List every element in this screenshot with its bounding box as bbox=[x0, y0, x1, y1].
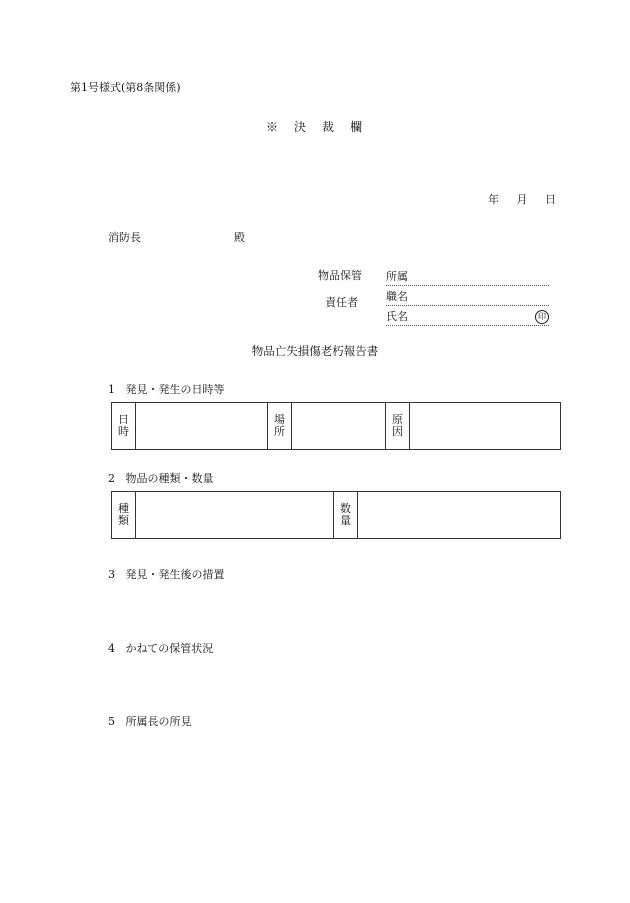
addressee-honorific: 殿 bbox=[234, 231, 245, 244]
quantity-label-cell: 数 量 bbox=[334, 492, 358, 539]
report-title: 物品亡失損傷老朽報告書 bbox=[251, 344, 379, 358]
name-field[interactable] bbox=[386, 308, 549, 326]
section-title: かねての保管状況 bbox=[125, 642, 214, 655]
section-title: 発見・発生の日時等 bbox=[125, 383, 225, 396]
section-2-heading bbox=[108, 473, 214, 484]
form-number: 第1号様式(第8条関係) bbox=[70, 81, 181, 94]
datetime-label-cell: 日 時 bbox=[112, 403, 136, 450]
place-label-cell: 場 所 bbox=[268, 403, 292, 450]
section-1-heading bbox=[108, 384, 225, 395]
decision-box-label: ※ 決 裁 欄 bbox=[265, 120, 364, 134]
affiliation-label: 所属 bbox=[386, 270, 408, 283]
section-title: 発見・発生後の措置 bbox=[125, 568, 225, 581]
affiliation-field[interactable] bbox=[386, 268, 549, 286]
date-year-label: 年 bbox=[488, 193, 499, 206]
date-line bbox=[488, 194, 556, 205]
date-day-label: 日 bbox=[545, 193, 556, 206]
cause-label-cell: 原 因 bbox=[386, 403, 410, 450]
section-number: 4 bbox=[108, 642, 115, 655]
kind-label-cell: 種 類 bbox=[112, 492, 136, 539]
responsible-label-line2: 責任者 bbox=[325, 296, 358, 309]
section-number: 3 bbox=[108, 568, 115, 581]
job-title-field[interactable] bbox=[386, 288, 549, 306]
quantity-input-cell[interactable] bbox=[358, 492, 561, 539]
section-number: 2 bbox=[108, 472, 115, 485]
place-input-cell[interactable] bbox=[292, 403, 386, 450]
section-number: 5 bbox=[108, 715, 115, 728]
section-3-heading bbox=[108, 569, 225, 580]
section-title: 物品の種類・数量 bbox=[125, 472, 214, 485]
datetime-place-cause-table bbox=[111, 402, 561, 450]
section-title: 所属長の所見 bbox=[125, 715, 192, 728]
date-month-label: 月 bbox=[516, 193, 528, 206]
datetime-input-cell[interactable] bbox=[136, 403, 268, 450]
responsible-label-line1: 物品保管 bbox=[318, 269, 362, 282]
addressee-title: 消防長 bbox=[108, 231, 141, 244]
kind-quantity-table bbox=[111, 491, 561, 539]
section-5-heading bbox=[108, 716, 192, 727]
section-4-heading bbox=[108, 643, 213, 654]
cause-input-cell[interactable] bbox=[410, 403, 561, 450]
seal-mark: 印 bbox=[535, 310, 549, 324]
job-title-label: 職名 bbox=[386, 290, 408, 303]
section-number: 1 bbox=[108, 383, 115, 396]
name-label: 氏名 bbox=[386, 310, 408, 323]
kind-input-cell[interactable] bbox=[136, 492, 334, 539]
